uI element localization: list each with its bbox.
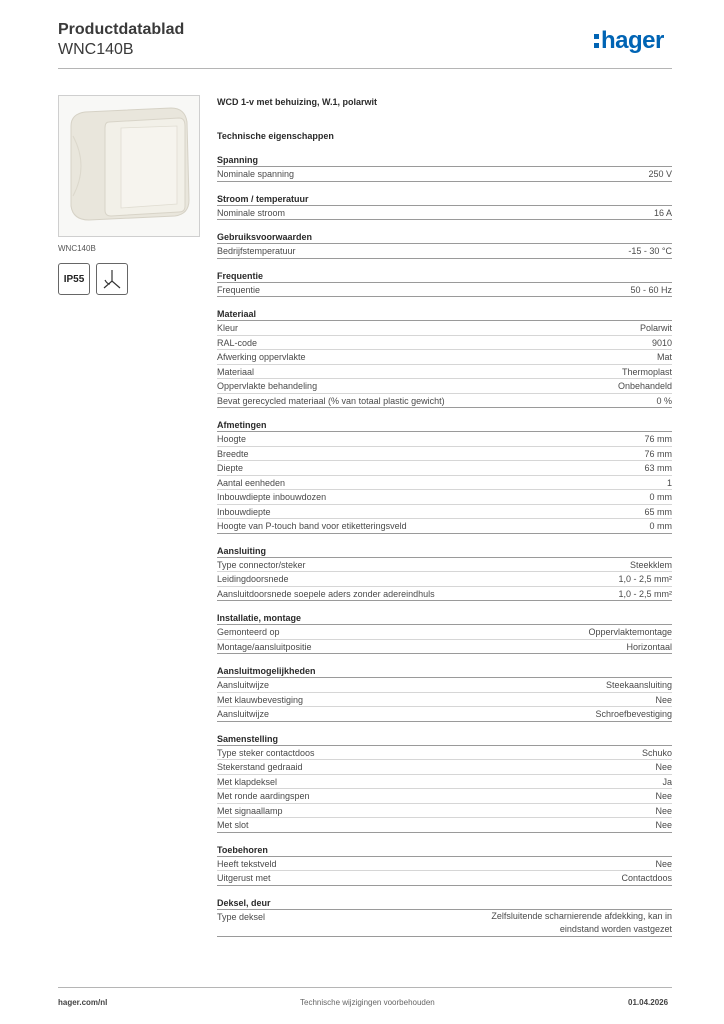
spec-value: Nee — [655, 820, 672, 830]
spec-value: Steekklem — [629, 559, 672, 570]
spec-row — [217, 350, 672, 365]
spec-row — [217, 321, 672, 336]
spec-label: Montage/aansluitpositie — [217, 641, 312, 652]
spec-value: Nee — [655, 694, 672, 705]
section-title: Aansluiting — [217, 544, 672, 558]
spec-row — [217, 693, 672, 708]
spec-section — [217, 153, 672, 182]
spec-label: Inbouwdiepte — [217, 506, 271, 517]
spec-label: Stekerstand gedraaid — [217, 762, 303, 772]
product-name: WCD 1-v met behuizing, W.1, polarwit — [217, 97, 378, 107]
spec-row — [217, 394, 672, 409]
spec-value: Nee — [655, 791, 672, 801]
spec-section — [217, 664, 672, 722]
spec-value: 0 % — [656, 395, 672, 406]
spec-value: Thermoplast — [621, 366, 672, 377]
spec-value: 63 mm — [644, 463, 672, 473]
spec-label: Diepte — [217, 463, 244, 473]
spec-row — [217, 625, 672, 640]
spec-value: Nee — [655, 805, 672, 816]
spec-section — [217, 230, 672, 259]
spec-section — [217, 192, 672, 221]
spec-section — [217, 896, 672, 937]
spec-value: Oppervlaktemontage — [588, 627, 672, 637]
spec-value: 16 A — [653, 207, 672, 218]
section-title: Aansluitmogelijkheden — [217, 664, 672, 678]
spec-value: 76 mm — [644, 434, 672, 444]
footer-date: 01.04.2026 — [628, 998, 669, 1007]
spec-label: Materiaal — [217, 366, 255, 377]
spec-row — [217, 746, 672, 761]
spec-label: Type deksel — [217, 911, 266, 922]
spec-value: Nee — [655, 858, 672, 869]
spec-sections — [217, 153, 672, 937]
spec-row — [217, 244, 672, 259]
spec-value: 0 mm — [649, 492, 672, 502]
spec-label: Type steker contactdoos — [217, 747, 315, 758]
spec-row — [217, 678, 672, 693]
spec-label: Breedte — [217, 448, 249, 459]
spec-label: Met slot — [217, 820, 249, 830]
spec-value: Nee — [655, 762, 672, 772]
spec-label: Aansluitdoorsnede soepele aders zonder adereindhuls — [217, 588, 435, 599]
spec-value: Contactdoos — [621, 873, 672, 883]
spec-row — [217, 490, 672, 505]
spec-row — [217, 461, 672, 476]
logo-text: hager — [601, 27, 664, 54]
spec-label: Hoogte — [217, 434, 247, 444]
spec-value: 65 mm — [644, 506, 672, 517]
product-image — [58, 95, 200, 237]
header-divider — [58, 68, 672, 69]
spec-label: Aansluitwijze — [217, 709, 270, 719]
section-title: Deksel, deur — [217, 896, 672, 910]
spec-label: Nominale spanning — [217, 169, 295, 179]
spec-value: Horizontaal — [626, 641, 672, 652]
spec-label: Inbouwdiepte inbouwdozen — [217, 492, 327, 502]
spec-row — [217, 775, 672, 790]
header — [58, 20, 184, 60]
spec-row — [217, 447, 672, 462]
spec-value: 1,0 - 2,5 mm² — [618, 588, 672, 599]
section-title: Spanning — [217, 153, 672, 167]
spec-label: Bevat gerecycled materiaal (% van totaal plastic gewicht) — [217, 395, 445, 406]
spec-section — [217, 544, 672, 602]
spec-row — [217, 789, 672, 804]
socket-box-icon — [59, 96, 199, 236]
spec-row — [217, 505, 672, 520]
spec-label: Frequentie — [217, 284, 261, 295]
spec-label: Afwerking oppervlakte — [217, 352, 306, 362]
spec-row — [217, 283, 672, 298]
spec-value: Ja — [662, 776, 672, 787]
spec-row — [217, 572, 672, 587]
spec-label: Hoogte van P-touch band voor etiketteringsveld — [217, 521, 407, 531]
spec-row — [217, 760, 672, 775]
spec-row — [217, 640, 672, 655]
spec-row — [217, 910, 672, 937]
spec-label: Uitgerust met — [217, 873, 271, 883]
spec-section — [217, 269, 672, 298]
spec-value: Onbehandeld — [617, 381, 672, 391]
spec-value: Mat — [656, 352, 672, 362]
spec-label: Met klauwbevestiging — [217, 694, 304, 705]
spec-row — [217, 871, 672, 886]
spec-row — [217, 206, 672, 221]
spec-label: Met signaallamp — [217, 805, 283, 816]
spec-value: 0 mm — [649, 521, 672, 531]
spec-value: Schuko — [641, 747, 672, 758]
spec-section — [217, 843, 672, 886]
document-title: Productdatablad — [58, 21, 185, 38]
spec-value: 9010 — [651, 337, 672, 348]
connection-symbol-icon — [101, 268, 123, 290]
spec-row — [217, 519, 672, 534]
spec-value: Steekaansluiting — [605, 680, 672, 690]
section-title: Afmetingen — [217, 418, 672, 432]
spec-row — [217, 857, 672, 872]
spec-section — [217, 418, 672, 534]
spec-row — [217, 365, 672, 380]
spec-row — [217, 167, 672, 182]
ip-rating-badge: IP55 — [58, 263, 90, 295]
hager-logo — [594, 28, 664, 54]
spec-row — [217, 804, 672, 819]
spec-label: Aantal eenheden — [217, 477, 286, 488]
spec-label: RAL-code — [217, 337, 258, 348]
tech-properties-title: Technische eigenschappen — [217, 131, 334, 141]
spec-row — [217, 558, 672, 573]
spec-value: Polarwit — [639, 323, 672, 333]
spec-label: Kleur — [217, 323, 239, 333]
connection-symbol-badge — [96, 263, 128, 295]
spec-section — [217, 611, 672, 654]
spec-label: Oppervlakte behandeling — [217, 381, 318, 391]
spec-value: Schroefbevestiging — [595, 709, 672, 719]
spec-section — [217, 307, 672, 408]
spec-content — [217, 95, 672, 937]
spec-label: Bedrijfstemperatuur — [217, 246, 296, 256]
spec-label: Met klapdeksel — [217, 776, 278, 787]
spec-label: Type connector/steker — [217, 559, 306, 570]
logo-dots-icon — [594, 34, 599, 48]
spec-value: 76 mm — [644, 448, 672, 459]
section-title: Samenstelling — [217, 732, 672, 746]
spec-value: Zelfsluitende scharnierende afdekking, kan in eindstand worden vastgezet — [491, 910, 672, 934]
spec-value: 50 - 60 Hz — [630, 284, 672, 295]
footer-disclaimer: Technische wijzigingen voorbehouden — [300, 998, 435, 1007]
spec-row — [217, 336, 672, 351]
section-title: Toebehoren — [217, 843, 672, 857]
spec-label: Met ronde aardingspen — [217, 791, 310, 801]
spec-value: 1 — [666, 477, 672, 488]
spec-label: Gemonteerd op — [217, 627, 280, 637]
spec-section — [217, 732, 672, 833]
footer-divider — [58, 987, 672, 988]
spec-value: 250 V — [648, 169, 672, 179]
section-title: Stroom / temperatuur — [217, 192, 672, 206]
document-subtitle: WNC140B — [58, 41, 134, 58]
spec-row — [217, 707, 672, 722]
section-title: Frequentie — [217, 269, 672, 283]
product-caption: WNC140B — [58, 244, 96, 253]
spec-row — [217, 818, 672, 833]
spec-label: Aansluitwijze — [217, 680, 270, 690]
spec-label: Heeft tekstveld — [217, 858, 277, 869]
section-title: Installatie, montage — [217, 611, 672, 625]
footer-website: hager.com/nl — [58, 998, 108, 1007]
spec-row — [217, 587, 672, 602]
spec-row — [217, 476, 672, 491]
section-title: Gebruiksvoorwaarden — [217, 230, 672, 244]
spec-row — [217, 432, 672, 447]
spec-label: Nominale stroom — [217, 207, 286, 218]
spec-value: 1,0 - 2,5 mm² — [618, 574, 672, 584]
spec-value: -15 - 30 °C — [628, 246, 672, 256]
spec-label: Leidingdoorsnede — [217, 574, 289, 584]
section-title: Materiaal — [217, 307, 672, 321]
spec-row — [217, 379, 672, 394]
